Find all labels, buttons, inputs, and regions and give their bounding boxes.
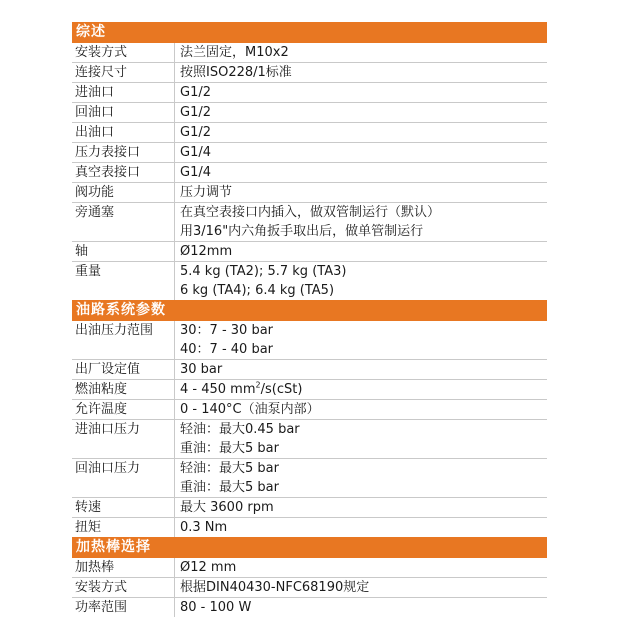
spec-label-text: 轴 <box>75 244 89 259</box>
spec-value: 轻油：最大5 bar <box>180 461 279 476</box>
spec-value: 用3/16"内六角扳手取出后，做单管制运行 <box>180 224 424 239</box>
spec-row <box>72 420 547 459</box>
spec-label <box>72 183 175 202</box>
spec-row <box>72 578 547 598</box>
spec-label-text: 重量 <box>75 264 102 279</box>
spec-row <box>72 262 547 300</box>
spec-values <box>175 518 547 537</box>
spec-values <box>175 163 547 182</box>
spec-values <box>175 262 547 300</box>
spec-values <box>175 143 547 162</box>
spec-values <box>175 123 547 142</box>
spec-row <box>72 242 547 262</box>
spec-row <box>72 400 547 420</box>
spec-label-text: 出油压力范围 <box>75 323 154 338</box>
spec-label <box>72 380 175 399</box>
spec-values <box>175 103 547 122</box>
spec-value: 4 - 450 $mm^2/s(cSt)$ <box>180 380 303 397</box>
spec-label-text: 连接尺寸 <box>75 65 128 80</box>
spec-value: 6 kg (TA4); 6.4 kg (TA5) <box>180 283 335 298</box>
spec-row <box>72 183 547 203</box>
spec-label <box>72 83 175 102</box>
spec-value: 5.4 kg (TA2); 5.7 kg (TA3) <box>180 264 347 279</box>
spec-label <box>72 459 175 497</box>
spec-label-text: 扭矩 <box>75 520 102 535</box>
spec-label-text: 功率范围 <box>75 600 128 615</box>
spec-row <box>72 123 547 143</box>
spec-value: G1/4 <box>180 145 211 160</box>
spec-row <box>72 143 547 163</box>
spec-values <box>175 321 547 359</box>
spec-row <box>72 321 547 360</box>
section-header: 加热棒选择 <box>72 537 547 558</box>
spec-label-text: 出油口 <box>75 125 115 140</box>
spec-label <box>72 163 175 182</box>
spec-label-text: 进油口压力 <box>75 422 141 437</box>
spec-values <box>175 498 547 517</box>
spec-row <box>72 498 547 518</box>
spec-label <box>72 321 175 359</box>
spec-value: G1/2 <box>180 105 211 120</box>
spec-value: 最大 3600 rpm <box>180 500 274 515</box>
spec-label-text: 出厂设定值 <box>75 362 141 377</box>
spec-value: 30 bar <box>180 362 223 377</box>
spec-values <box>175 420 547 458</box>
spec-value: 根据DIN40430-NFC68190规定 <box>180 580 370 595</box>
spec-label-text: 燃油粘度 <box>75 382 128 397</box>
spec-row <box>72 380 547 400</box>
spec-label-text: 允许温度 <box>75 402 128 417</box>
spec-label <box>72 400 175 419</box>
spec-values <box>175 360 547 379</box>
spec-label-text: 安装方式 <box>75 45 128 60</box>
spec-value: 法兰固定，M10x2 <box>180 45 289 60</box>
spec-value: 按照ISO228/1标准 <box>180 65 292 80</box>
spec-values <box>175 400 547 419</box>
spec-row <box>72 163 547 183</box>
spec-value: 重油：最大5 bar <box>180 480 279 495</box>
spec-values <box>175 203 547 241</box>
spec-label <box>72 43 175 62</box>
spec-label <box>72 598 175 617</box>
spec-values <box>175 459 547 497</box>
spec-value: 在真空表接口内插入，做双管制运行（默认） <box>180 205 441 220</box>
spec-label <box>72 498 175 517</box>
spec-label <box>72 123 175 142</box>
spec-value: Ø12 mm <box>180 560 237 575</box>
spec-label-text: 压力表接口 <box>75 145 141 160</box>
spec-label <box>72 63 175 82</box>
spec-value: 0 - 140°C（油泵内部） <box>180 402 320 417</box>
spec-label <box>72 518 175 537</box>
spec-label <box>72 360 175 379</box>
spec-value: 40：7 - 40 bar <box>180 342 274 357</box>
spec-label <box>72 242 175 261</box>
spec-label-text: 回油口 <box>75 105 115 120</box>
spec-row <box>72 43 547 63</box>
spec-label-text: 进油口 <box>75 85 115 100</box>
spec-table <box>72 22 547 617</box>
spec-value: G1/2 <box>180 85 211 100</box>
spec-label <box>72 143 175 162</box>
spec-row <box>72 63 547 83</box>
spec-label <box>72 262 175 300</box>
spec-value: 0.3 Nm <box>180 520 228 535</box>
spec-row <box>72 598 547 617</box>
spec-row <box>72 558 547 578</box>
spec-value: 重油：最大5 bar <box>180 441 279 456</box>
spec-values <box>175 380 547 399</box>
spec-value: 30：7 - 30 bar <box>180 323 274 338</box>
spec-values <box>175 43 547 62</box>
spec-label <box>72 203 175 241</box>
spec-label-text: 真空表接口 <box>75 165 141 180</box>
spec-label-text: 加热棒 <box>75 560 115 575</box>
spec-label <box>72 558 175 577</box>
spec-row <box>72 518 547 537</box>
spec-values <box>175 183 547 202</box>
spec-label <box>72 420 175 458</box>
spec-values <box>175 598 547 617</box>
spec-label-text: 阀功能 <box>75 185 115 200</box>
spec-row <box>72 459 547 498</box>
section-header: 油路系统参数 <box>72 300 547 321</box>
spec-label <box>72 578 175 597</box>
spec-label-text: 转速 <box>75 500 102 515</box>
spec-value: 压力调节 <box>180 185 233 200</box>
spec-values <box>175 242 547 261</box>
spec-row <box>72 103 547 123</box>
spec-label-text: 回油口压力 <box>75 461 141 476</box>
spec-values <box>175 83 547 102</box>
spec-value: G1/4 <box>180 165 211 180</box>
spec-label <box>72 103 175 122</box>
spec-value: Ø12mm <box>180 244 233 259</box>
spec-label-text: 安装方式 <box>75 580 128 595</box>
spec-values <box>175 63 547 82</box>
spec-value: 轻油：最大0.45 bar <box>180 422 300 437</box>
spec-row <box>72 83 547 103</box>
spec-row <box>72 360 547 380</box>
spec-value: G1/2 <box>180 125 211 140</box>
spec-label-text: 旁通塞 <box>75 205 115 220</box>
spec-value: 80 - 100 W <box>180 600 252 615</box>
spec-values <box>175 578 547 597</box>
spec-values <box>175 558 547 577</box>
spec-row <box>72 203 547 242</box>
section-header: 综述 <box>72 22 547 43</box>
